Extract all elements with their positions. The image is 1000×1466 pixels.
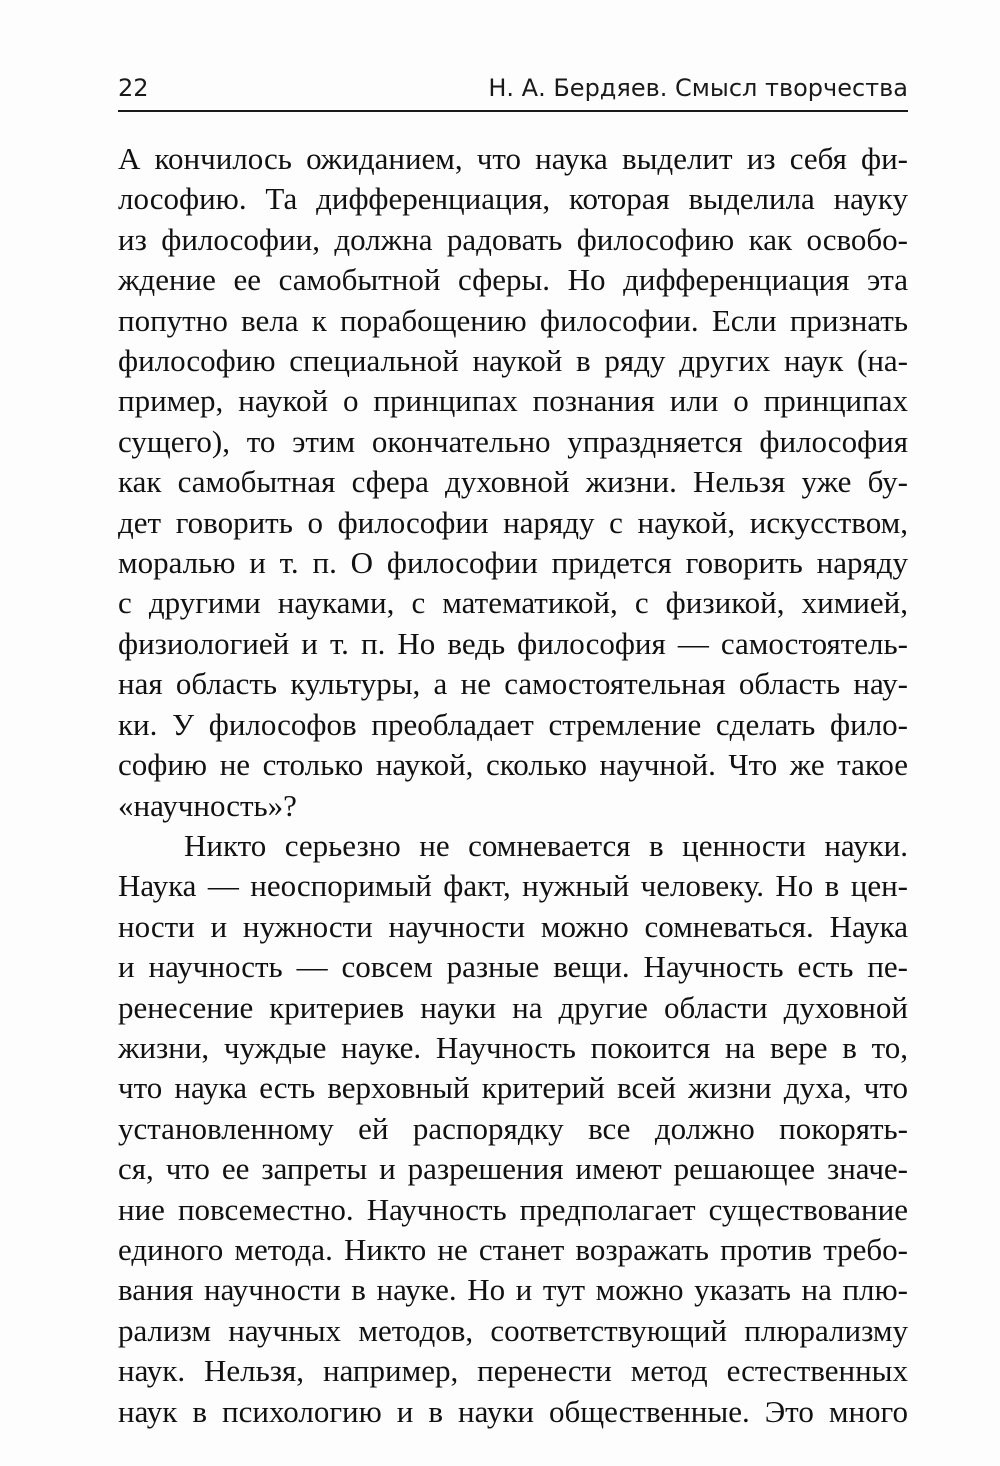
text-line: дет говорить о философии наряду с наукой, искусством, [118, 504, 908, 540]
text-line: установленному ей распорядку все должно покорять- [118, 1110, 908, 1146]
text-line: физиологией и т. п. Но ведь философия — самостоятель- [118, 625, 908, 661]
text-line: как самобытная сфера духовной жизни. Нельзя уже бу- [118, 464, 908, 500]
text-line: рализм научных методов, соответствующий плюрализму [118, 1312, 908, 1348]
running-head [118, 68, 908, 108]
text-line: и научность — совсем разные вещи. Научность есть пе- [118, 949, 908, 985]
text-line: ся, что ее запреты и разрешения имеют решающее значе- [118, 1151, 908, 1187]
text-line: наук в психологию и в науки общественные. Это много [118, 1393, 908, 1429]
text-line: что наука есть верховный критерий всей жизни духа, что [118, 1070, 908, 1106]
text-line: из философии, должна радовать философию как освобо- [118, 221, 908, 257]
text-line: вания научности в науке. Но и тут можно указать на плю- [118, 1272, 908, 1308]
text-line: моралью и т. п. О философии придется говорить наряду [118, 545, 908, 581]
text-line: софию не столько наукой, сколько научной. Что же такое [118, 747, 908, 783]
text-line: ная область культуры, а не самостоятельная область нау- [118, 666, 908, 702]
running-head-title: Н. А. Бердяев. Смысл творчества [488, 74, 908, 102]
text-line: попутно вела к порабощению философии. Если признать [118, 302, 908, 338]
text-line: единого метода. Никто не станет возражать против требо- [118, 1231, 908, 1267]
header-rule [118, 110, 908, 112]
text-line: сущего), то этим окончательно упраздняется философия [118, 423, 908, 459]
text-line: философию специальной наукой в ряду других наук (на- [118, 343, 908, 379]
text-line: пример, наукой о принципах познания или о принципах [118, 383, 908, 419]
text-line: ждение ее самобытной сферы. Но дифференциация эта [118, 262, 908, 298]
text-line: Наука — неоспоримый факт, нужный человеку. Но в цен- [118, 868, 908, 904]
text-line: «научность»? [118, 787, 297, 823]
page-number: 22 [118, 74, 149, 102]
text-line: жизни, чуждые науке. Научность покоится на вере в то, [118, 1029, 908, 1065]
text-line: ки. У философов преобладает стремление сделать фило- [118, 706, 908, 742]
text-line: ренесение критериев науки на другие области духовной [118, 989, 908, 1025]
text-line: А кончилось ожиданием, что наука выделит из себя фи- [118, 141, 908, 176]
text-line: Никто серьезно не сомневается в ценности науки. [184, 827, 908, 863]
text-line: с другими науками, с математикой, с физикой, химией, [118, 585, 908, 621]
text-line: лософию. Та дифференциация, которая выделила науку [118, 181, 908, 217]
text-line: ности и нужности научности можно сомневаться. Наука [118, 908, 908, 944]
text-line: наук. Нельзя, например, перенести метод естественных [118, 1353, 908, 1389]
text-line: ние повсеместно. Научность предполагает существование [118, 1191, 908, 1227]
